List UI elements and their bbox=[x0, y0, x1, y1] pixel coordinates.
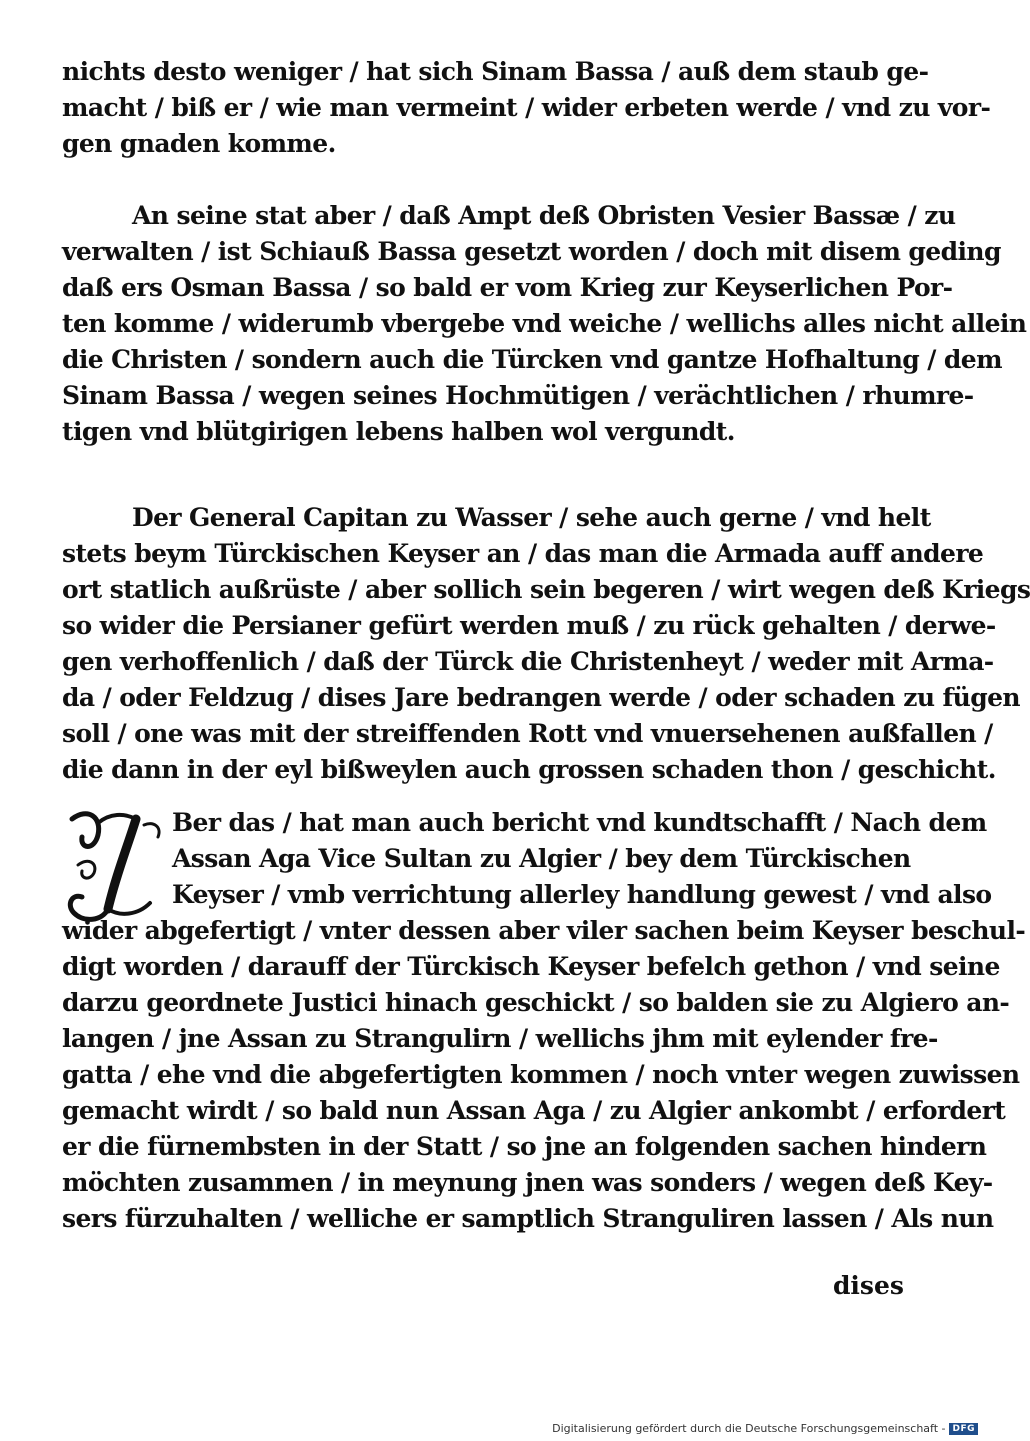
footer-credit-text: Digitalisierung gefördert durch die Deutsche Forschungsgemeinschaft - bbox=[552, 1422, 946, 1435]
text-line: die dann in der eyl bißweylen auch grossen schaden thon / geschicht. bbox=[62, 755, 996, 784]
text-line: Sinam Bassa / wegen seines Hochmütigen / verächtlichen / rhumre- bbox=[62, 381, 974, 410]
paragraph-1 bbox=[62, 54, 991, 162]
text-line: digt worden / darauff der Türckisch Keyser befelch gethon / vnd seine bbox=[62, 952, 1000, 981]
text-line: daß ers Osman Bassa / so bald er vom Krieg zur Keyserlichen Por- bbox=[62, 273, 953, 302]
paragraph-4 bbox=[62, 805, 1026, 1237]
text-line: er die fürnembsten in der Statt / so jne an folgenden sachen hindern bbox=[62, 1132, 987, 1161]
text-line: gatta / ehe vnd die abgefertigten kommen / noch vnter wegen zuwissen bbox=[62, 1060, 1020, 1089]
text-line: gemacht wirdt / so bald nun Assan Aga / zu Algier ankombt / erfordert bbox=[62, 1096, 1006, 1125]
text-line: verwalten / ist Schiauß Bassa gesetzt worden / doch mit disem geding bbox=[62, 237, 1001, 266]
text-line: langen / jne Assan zu Strangulirn / wellichs jhm mit eylender fre- bbox=[62, 1024, 938, 1053]
text-line: darzu geordnete Justici hinach geschickt / so balden sie zu Algiero an- bbox=[62, 988, 1010, 1017]
text-line: wider abgefertigt / vnter dessen aber viler sachen beim Keyser beschul- bbox=[62, 916, 1026, 945]
text-line: Keyser / vmb verrichtung allerley handlung gewest / vnd also bbox=[172, 880, 992, 909]
text-line: da / oder Feldzug / dises Jare bedrangen werde / oder schaden zu fügen bbox=[62, 683, 1021, 712]
text-line: sers fürzuhalten / welliche er samptlich Stranguliren lassen / Als nun bbox=[62, 1204, 994, 1233]
text-line: An seine stat aber / daß Ampt deß Obristen Vesier Bassæ / zu bbox=[132, 201, 956, 230]
text-line: soll / one was mit der streiffenden Rott vnd vnuersehenen außfallen / bbox=[62, 719, 993, 748]
text-line: Der General Capitan zu Wasser / sehe auch gerne / vnd helt bbox=[132, 503, 931, 532]
catchword: dises bbox=[832, 1271, 904, 1300]
text-line: stets beym Türckischen Keyser an / das man die Armada auff andere bbox=[62, 539, 984, 568]
text-line: gen gnaden komme. bbox=[62, 129, 336, 158]
drop-cap-letter bbox=[60, 806, 61, 807]
text-line: ort statlich außrüste / aber sollich sein begeren / wirt wegen deß Kriegs bbox=[62, 575, 1030, 604]
paragraph-3 bbox=[62, 500, 1030, 788]
text-line: möchten zusammen / in meynung jnen was sonders / wegen deß Key- bbox=[62, 1168, 993, 1197]
digitization-footer bbox=[552, 1422, 978, 1435]
text-line: nichts desto weniger / hat sich Sinam Bassa / auß dem staub ge- bbox=[62, 57, 929, 86]
text-line: ten komme / widerumb vbergebe vnd weiche / wellichs alles nicht allein bbox=[62, 309, 1027, 338]
text-line: macht / biß er / wie man vermeint / wider erbeten werde / vnd zu vor- bbox=[62, 93, 991, 122]
text-line: die Christen / sondern auch die Türcken vnd gantze Hofhaltung / dem bbox=[62, 345, 1002, 374]
text-line: gen verhoffenlich / daß der Türck die Christenheyt / weder mit Arma- bbox=[62, 647, 994, 676]
paragraph-2 bbox=[62, 198, 1027, 450]
text-line: Ber das / hat man auch bericht vnd kundtschafft / Nach dem bbox=[172, 808, 987, 837]
text-line: so wider die Persianer gefürt werden muß / zu rück gehalten / derwe- bbox=[62, 611, 996, 640]
dfg-logo-icon: DFG bbox=[949, 1423, 978, 1435]
text-line: tigen vnd blütgirigen lebens halben wol vergundt. bbox=[62, 417, 735, 446]
text-line: Assan Aga Vice Sultan zu Algier / bey dem Türckischen bbox=[172, 844, 911, 873]
